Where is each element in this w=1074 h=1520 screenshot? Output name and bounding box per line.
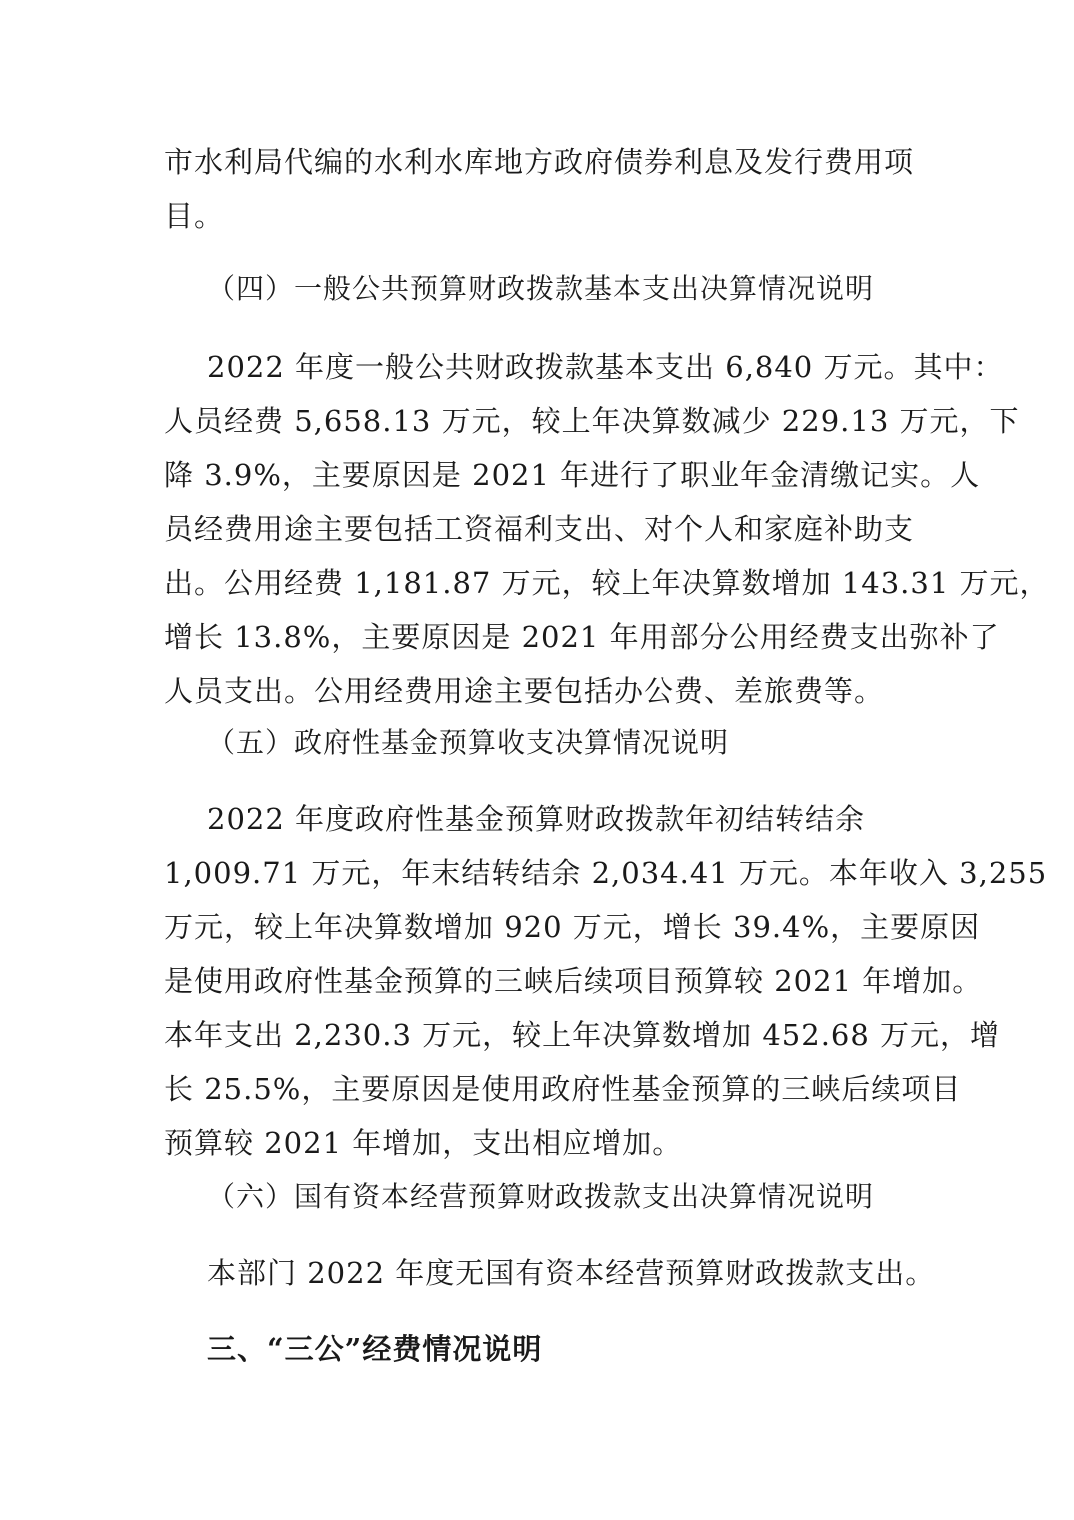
text-line: 员经费用途主要包括工资福利支出、对个人和家庭补助支 xyxy=(164,512,915,546)
intro-paragraph xyxy=(164,135,915,243)
text-line: 人员经费 5,658.13 万元，较上年决算数减少 229.13 万元，下 xyxy=(164,404,1020,438)
text-line: 市水利局代编的水利水库地方政府债券利息及发行费用项 xyxy=(164,145,915,179)
section-heading-6: （六）国有资本经营预算财政拨款支出决算情况说明 xyxy=(207,1180,875,1213)
section-heading-5: （五）政府性基金预算收支决算情况说明 xyxy=(207,726,730,759)
text-line: 本部门 2022 年度无国有资本经营预算财政拨款支出。 xyxy=(207,1256,936,1290)
paragraph-5 xyxy=(164,792,1048,1170)
paragraph-4 xyxy=(164,340,1050,718)
section-title-3: 三、“三公”经费情况说明 xyxy=(207,1332,543,1366)
text-line: 目。 xyxy=(164,199,225,233)
text-line: 降 3.9%，主要原因是 2021 年进行了职业年金清缴记实。人 xyxy=(164,458,981,492)
text-line: 本年支出 2,230.3 万元，较上年决算数增加 452.68 万元，增 xyxy=(164,1018,1001,1052)
text-line: 2022 年度政府性基金预算财政拨款年初结转结余 xyxy=(207,802,866,836)
text-line: 1,009.71 万元，年末结转结余 2,034.41 万元。本年收入 3,255 xyxy=(164,856,1048,890)
text-line: 预算较 2021 年增加，支出相应增加。 xyxy=(164,1126,683,1160)
text-line: 出。公用经费 1,181.87 万元，较上年决算数增加 143.31 万元， xyxy=(164,566,1050,600)
text-line: 万元，较上年决算数增加 920 万元，增长 39.4%，主要原因 xyxy=(164,910,981,944)
text-line: 2022 年度一般公共财政拨款基本支出 6,840 万元。其中： xyxy=(207,350,1004,384)
text-line: 人员支出。公用经费用途主要包括办公费、差旅费等。 xyxy=(164,674,885,708)
section-heading-4: （四）一般公共预算财政拨款基本支出决算情况说明 xyxy=(207,272,875,305)
text-line: 长 25.5%，主要原因是使用政府性基金预算的三峡后续项目 xyxy=(164,1072,962,1106)
text-line: 是使用政府性基金预算的三峡后续项目预算较 2021 年增加。 xyxy=(164,964,983,998)
text-line: 增长 13.8%，主要原因是 2021 年用部分公用经费支出弥补了 xyxy=(164,620,1000,654)
paragraph-6 xyxy=(164,1246,936,1300)
